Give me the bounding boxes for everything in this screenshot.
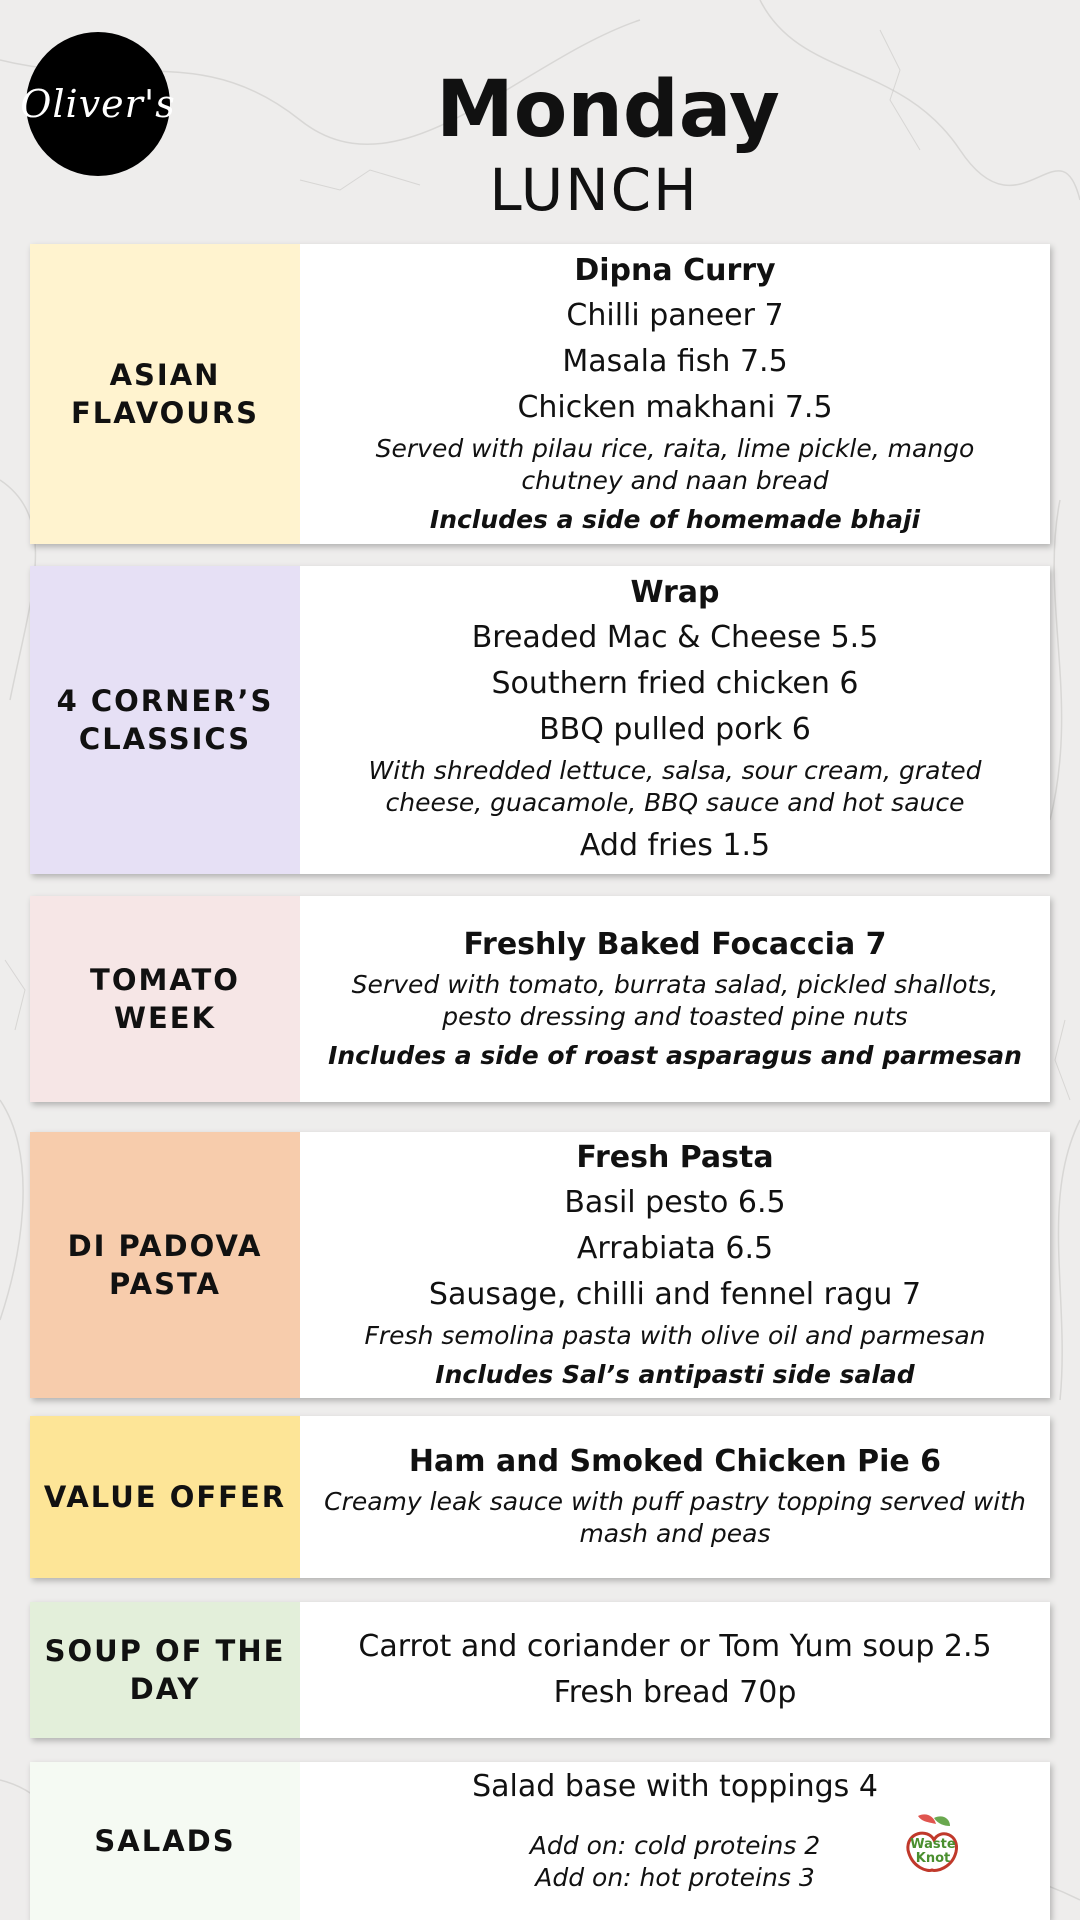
dish-title: Fresh Pasta [576,1140,774,1175]
section-label [30,896,300,1102]
dish-description: Fresh semolina pasta with olive oil and parmesan [364,1321,986,1350]
dish-note: Includes a side of roast asparagus and parmesan [328,1041,1022,1070]
menu-item: Breaded Mac & Cheese 5.5 [471,620,879,655]
section-tomato-week [30,896,1050,1102]
section-label [30,566,300,874]
menu-item: Basil pesto 6.5 [564,1185,786,1220]
section-label-text: DI PADOVA PASTA [67,1229,263,1301]
section-label [30,1602,300,1738]
section-label-text: SALADS [94,1824,236,1858]
section-content [300,1762,1050,1920]
section-4-corners-classics [30,566,1050,874]
dish-description: Creamy leak sauce with puff pastry topping served with mash and peas [324,1487,1026,1548]
section-salads [30,1762,1050,1920]
waste-knot-logo [898,1810,968,1880]
section-label [30,1132,300,1398]
section-label-text: 4 CORNER’S CLASSICS [56,684,274,756]
section-label-text: TOMATO WEEK [90,963,240,1035]
section-content [300,244,1050,544]
dish-note: Includes Sal’s antipasti side salad [435,1360,915,1389]
dish-title: Wrap [630,575,720,610]
menu-item: Southern fried chicken 6 [491,666,859,701]
menu-item: Chilli paneer 7 [566,298,784,333]
menu-item: Carrot and coriander or Tom Yum soup 2.5 [358,1629,992,1664]
section-content [300,566,1050,874]
svg-text:Knot: Knot [915,1851,951,1866]
section-label [30,244,300,544]
menu-item: Chicken makhani 7.5 [517,390,833,425]
section-soup-of-the-day [30,1602,1050,1738]
menu-item: Masala fish 7.5 [562,344,788,379]
section-label-text: VALUE OFFER [43,1480,287,1514]
section-label [30,1762,300,1920]
section-label [30,1416,300,1578]
dish-title: Ham and Smoked Chicken Pie 6 [408,1444,942,1479]
section-label-text: SOUP OF THE DAY [44,1634,286,1706]
section-content [300,1132,1050,1398]
section-content [300,1602,1050,1738]
logo-text: Oliver's [20,82,176,126]
day-heading: Monday [436,65,780,155]
menu-item: BBQ pulled pork 6 [539,712,811,747]
menu-item: Salad base with toppings 4 [472,1769,878,1804]
section-di-padova-pasta [30,1132,1050,1398]
menu-extra: Add fries 1.5 [579,828,771,863]
dish-note: Includes a side of homemade bhaji [429,505,921,534]
section-value-offer [30,1416,1050,1578]
section-asian-flavours [30,244,1050,544]
addon-item: Add on: cold proteins 2 [529,1831,821,1860]
menu-item: Sausage, chilli and fennel ragu 7 [428,1277,922,1312]
meal-heading: LUNCH [489,156,699,224]
section-content [300,896,1050,1102]
addon-item: Add on: hot proteins 3 [535,1863,815,1892]
dish-title: Dipna Curry [574,253,776,288]
dish-description: Served with tomato, burrata salad, pickled shallots, pesto dressing and toasted pine nuts [351,970,999,1031]
dish-description: With shredded lettuce, salsa, sour cream, grated cheese, guacamole, BBQ sauce and hot sauce [368,756,982,817]
section-content [300,1416,1050,1578]
svg-text:Waste: Waste [910,1837,956,1852]
menu-item: Fresh bread 70p [553,1675,797,1710]
dish-title: Freshly Baked Focaccia 7 [463,927,887,962]
dish-description: Served with pilau rice, raita, lime pickle, mango chutney and naan bread [375,434,975,495]
section-label-text: ASIAN FLAVOURS [70,358,260,430]
menu-item: Arrabiata 6.5 [576,1231,774,1266]
